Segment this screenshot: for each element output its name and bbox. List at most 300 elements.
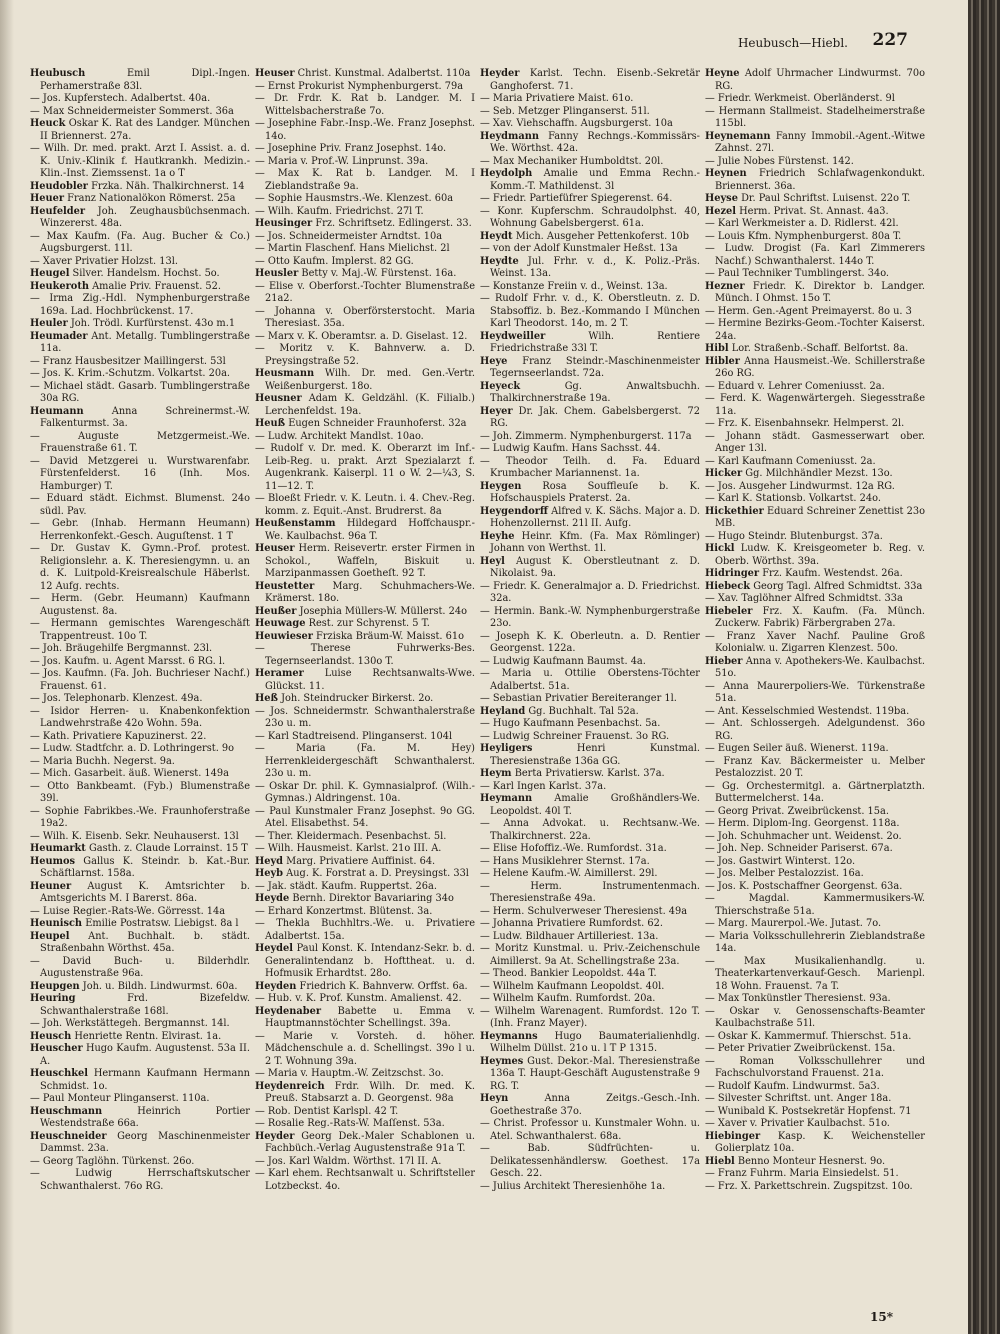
directory-entry bbox=[255, 343, 475, 368]
directory-entry bbox=[705, 68, 925, 93]
entry-text: — Josephine Fabr.-Insp.-We. Franz Josephst. 14o. bbox=[255, 118, 475, 142]
entry-surname: Heyland bbox=[480, 705, 526, 717]
entry-text: — Ant. Schlossergeh. Adelgundenst. 36o RG. bbox=[705, 718, 925, 742]
entry-text: Marg. Privatiere Auffinist. 64. bbox=[286, 855, 436, 867]
directory-entry bbox=[705, 743, 925, 756]
directory-entry bbox=[255, 81, 475, 94]
page-number: 227 bbox=[872, 30, 908, 50]
directory-entry bbox=[255, 118, 475, 143]
entry-text: — Sebastian Privatier Bereiteranger 1l. bbox=[480, 693, 677, 704]
entry-text: — Ludwig Schreiner Frauenst. 3o RG. bbox=[480, 730, 670, 742]
entry-text: Joh. Trödl. Kurfürstenst. 43o m.1 bbox=[70, 318, 236, 329]
directory-entry bbox=[705, 706, 925, 719]
entry-surname: Heramer bbox=[255, 668, 304, 679]
entry-surname: Heupel bbox=[30, 930, 70, 942]
entry-surname: Heyeck bbox=[480, 380, 521, 392]
directory-entry bbox=[30, 456, 250, 494]
entry-text: — Konstanze Freiin v. d., Weinst. 13a. bbox=[480, 280, 668, 292]
directory-entry bbox=[30, 956, 250, 981]
entry-text: Benno Monteur Hesnerst. 9o. bbox=[737, 1155, 886, 1167]
entry-surname: Heubusch bbox=[30, 68, 86, 79]
entry-text: — Wilh. K. Eisenb. Sekr. Neuhauserst. 13l bbox=[30, 830, 239, 842]
directory-entry bbox=[255, 893, 475, 906]
entry-text: Christ. Kunstmal. Adalbertst. 110a bbox=[297, 68, 471, 79]
entry-text: — Rudolf v. Dr. med. K. Oberarzt im Inf.-Leib-Reg. u. prakt. Arzt Spezialarzt f. Augenkrank. Kaiserpl. 11 o W. 2—¼3, S. 11—12. T. bbox=[255, 443, 475, 492]
directory-entry bbox=[480, 581, 700, 606]
directory-entry bbox=[705, 381, 925, 394]
directory-entry bbox=[255, 168, 475, 193]
directory-entry bbox=[30, 431, 250, 456]
entry-text: Silver. Handelsm. Hochst. 5o. bbox=[72, 268, 220, 279]
directory-entry bbox=[705, 481, 925, 494]
entry-text: Anna Schreinermst.-W. Falkenturmst. 3a. bbox=[40, 405, 250, 429]
entry-text: — Karl Stadtreisend. Plinganserst. 104l bbox=[255, 730, 453, 742]
directory-entry bbox=[480, 1093, 700, 1118]
entry-surname: Heuß bbox=[255, 418, 286, 429]
entry-text: — Wilhelm Warenagent. Rumfordst. 12o T. (Inh. Franz Mayer). bbox=[480, 1005, 700, 1029]
signature-mark: 15* bbox=[870, 1310, 893, 1324]
directory-entry bbox=[480, 606, 700, 631]
entry-text: — Louis Kfm. Nymphenburgerst. 80a T. bbox=[705, 230, 902, 242]
directory-entry bbox=[705, 106, 925, 131]
directory-entry bbox=[705, 343, 925, 356]
directory-entry bbox=[705, 1093, 925, 1106]
entry-surname: Heyder bbox=[255, 1130, 295, 1142]
directory-entry bbox=[705, 1118, 925, 1131]
directory-entry bbox=[30, 543, 250, 593]
entry-surname: Heuring bbox=[30, 993, 76, 1004]
directory-entry bbox=[30, 768, 250, 781]
directory-entry bbox=[705, 168, 925, 193]
directory-entry bbox=[30, 706, 250, 731]
entry-surname: Heuck bbox=[30, 118, 66, 129]
entry-text: Jul. Frhr. v. d., K. Poliz.-Präs. Weinst. 13a. bbox=[490, 255, 700, 279]
directory-entry bbox=[255, 518, 475, 543]
directory-entry bbox=[255, 668, 475, 693]
entry-text: Ant. Metallg. Tumblingerstraße 11a. bbox=[40, 330, 250, 354]
entry-text: — Roman Volksschullehrer und Fachschulvorstand Frauenst. 21a. bbox=[705, 1055, 925, 1079]
directory-entry bbox=[705, 306, 925, 319]
directory-entry bbox=[30, 68, 250, 93]
directory-entry bbox=[255, 306, 475, 331]
directory-entry bbox=[705, 468, 925, 481]
entry-text: — Ludw. Architekt Mandlst. 10ao. bbox=[255, 430, 424, 442]
directory-entry bbox=[705, 1081, 925, 1094]
entry-text: — Marie v. Vorsteh. d. höher. Mädchenschule a. d. Schellingst. 39o l u. 2 T. Wohnung 39a. bbox=[255, 1030, 475, 1067]
directory-entry bbox=[705, 1106, 925, 1119]
directory-entry bbox=[30, 906, 250, 919]
entry-surname: Heyd bbox=[255, 855, 284, 867]
entry-text: — Paul Monteur Plinganserst. 110a. bbox=[30, 1093, 210, 1104]
entry-surname: Heuwieser bbox=[255, 630, 313, 642]
entry-text: — Max Mechaniker Humboldtst. 20l. bbox=[480, 155, 664, 167]
directory-entry bbox=[480, 868, 700, 881]
directory-entry bbox=[255, 68, 475, 81]
entry-text: Ant. Buchhalt. b. städt. Straßenbahn Wörthst. 45a. bbox=[40, 930, 250, 954]
entry-text: — Jos. Melber Pestalozzist. 16a. bbox=[705, 868, 864, 879]
entry-surname: Heusner bbox=[255, 393, 302, 404]
entry-text: Georg Tagl. Alfred Schmidtst. 33a bbox=[753, 580, 923, 592]
entry-surname: Heyligers bbox=[480, 743, 533, 754]
entry-text: — Paul Techniker Tumblingerst. 34o. bbox=[705, 268, 890, 279]
directory-entry bbox=[30, 293, 250, 318]
entry-text: — Frz. X. Parkettschrein. Zugspitzst. 10o. bbox=[705, 1180, 913, 1192]
directory-entry bbox=[255, 781, 475, 806]
directory-entry bbox=[30, 331, 250, 356]
entry-text: — Xav. Viehschaffn. Augsburgerst. 10a bbox=[480, 118, 673, 129]
directory-entry bbox=[255, 443, 475, 493]
directory-entry bbox=[255, 731, 475, 744]
entry-text: Hermann Kaufmann Hermann Schmidst. 1o. bbox=[40, 1068, 250, 1092]
entry-text: — Marg. Maurerpol.-We. Jutast. 7o. bbox=[705, 918, 882, 929]
entry-text: Heinrich Portier Westendstraße 66a. bbox=[40, 1105, 250, 1129]
directory-entry bbox=[705, 993, 925, 1006]
directory-entry bbox=[255, 331, 475, 344]
entry-text: Lor. Straßenb.-Schaff. Belfortst. 8a. bbox=[731, 343, 909, 354]
directory-entry bbox=[480, 1118, 700, 1143]
entry-text: — Wilh. Hausmeist. Karlst. 21o III. A. bbox=[255, 843, 442, 854]
entry-text: Eduard Schreiner Zenettist 23o MB. bbox=[715, 505, 925, 529]
directory-entry bbox=[30, 1156, 250, 1169]
column-3 bbox=[480, 68, 700, 1308]
entry-text: — Xav. Taglöhner Alfred Schmidtst. 33a bbox=[705, 593, 903, 604]
entry-text: Friedrich Schlafwagenkondukt. Briennerst. 36a. bbox=[715, 168, 925, 192]
directory-entry bbox=[30, 493, 250, 518]
entry-text: Amalie und Emma Rechn.-Komm.-T. Mathildenst. 3l bbox=[490, 168, 700, 192]
directory-entry bbox=[30, 1018, 250, 1031]
entry-surname: Heyder bbox=[480, 68, 520, 79]
directory-entry bbox=[705, 243, 925, 268]
directory-entry bbox=[255, 643, 475, 668]
entry-text: — Wilh. Kaufm. Friedrichst. 27l T. bbox=[255, 205, 424, 217]
entry-text: — Ludwig Kaufmann Baumst. 4a. bbox=[480, 655, 646, 667]
directory-entry bbox=[480, 743, 700, 768]
entry-text: — Jos. K. Postschaffner Georgenst. 63a. bbox=[705, 880, 903, 892]
entry-surname: Hicker bbox=[705, 468, 743, 479]
entry-surname: Hidringer bbox=[705, 568, 760, 579]
directory-entry bbox=[30, 743, 250, 756]
entry-surname: Heukeroth bbox=[30, 280, 89, 292]
directory-entry bbox=[480, 731, 700, 744]
directory-entry bbox=[705, 1156, 925, 1169]
directory-entry bbox=[255, 806, 475, 831]
entry-text: Alfred v. K. Sächs. Major a. D. Hohenzollernst. 21l II. Aufg. bbox=[490, 505, 700, 529]
directory-entry bbox=[480, 556, 700, 581]
entry-text: — Seb. Metzger Plinganserst. 51l. bbox=[480, 105, 650, 117]
directory-entry bbox=[480, 206, 700, 231]
entry-text: — Herm. Diplom-Ing. Georgenst. 118a. bbox=[705, 818, 900, 829]
entry-text: August K. Oberstleutnant z. D. Nikolaist. 9a. bbox=[490, 555, 700, 579]
entry-text: — Peter Privatier Zweibrückenst. 15a. bbox=[705, 1043, 896, 1054]
directory-entry bbox=[480, 431, 700, 444]
entry-text: — Maria Buchh. Negerst. 9a. bbox=[30, 755, 175, 767]
entry-text: — Max Tonkünstler Theresienst. 93a. bbox=[705, 993, 891, 1004]
directory-entry bbox=[480, 231, 700, 244]
entry-text: — Bloeßt Friedr. v. K. Leutn. i. 4. Chev.-Reg. komm. z. Equit.-Anst. Brudrerst. 8a bbox=[255, 493, 475, 517]
directory-entry bbox=[480, 1006, 700, 1031]
entry-text: — Joseph K. K. Oberleutn. a. D. Rentier Georgenst. 122a. bbox=[480, 630, 700, 654]
directory-entry bbox=[255, 993, 475, 1006]
directory-entry bbox=[705, 931, 925, 956]
entry-text: — Wilhelm Kaufmann Leopoldst. 40l. bbox=[480, 980, 665, 992]
entry-text: — Maria Volksschullehrerin Zieblandstraße 14a. bbox=[705, 930, 925, 954]
entry-text: Georg Dek.-Maler Schablonen u. Fachbüch.-Verlag Augustenstraße 91a T. bbox=[265, 1130, 475, 1154]
entry-surname: Heyden bbox=[255, 980, 297, 992]
entry-text: — Kath. Privatiere Kapuzinerst. 22. bbox=[30, 730, 207, 742]
directory-entry bbox=[705, 218, 925, 231]
entry-surname: Heydenaber bbox=[255, 1005, 321, 1017]
directory-entry bbox=[480, 656, 700, 669]
directory-entry bbox=[30, 731, 250, 744]
directory-entry bbox=[30, 831, 250, 844]
directory-entry bbox=[255, 368, 475, 393]
entry-text: — Ludwig Herrschaftskutscher Schwanthalerst. 76o RG. bbox=[30, 1168, 250, 1192]
entry-text: — David Metzgerei u. Wurstwarenfabr. Fürstenfelderst. 16 (Inh. Mos. Hamburger) T. bbox=[30, 455, 250, 492]
directory-entry bbox=[480, 281, 700, 294]
entry-text: — Erhard Konzertmst. Blütenst. 3a. bbox=[255, 905, 433, 917]
directory-entry bbox=[480, 1143, 700, 1181]
directory-entry bbox=[30, 268, 250, 281]
entry-text: — Ernst Prokurist Nymphenburgerst. 79a bbox=[255, 80, 464, 92]
entry-text: — Ludw. Stadtfchr. a. D. Lothringerst. 9o bbox=[30, 743, 235, 754]
directory-entry bbox=[480, 406, 700, 431]
directory-entry bbox=[705, 318, 925, 343]
entry-surname: Hickethier bbox=[705, 505, 764, 517]
entry-text: — Konr. Kupferschm. Schraudolphst. 40, Wohnung Gabelsbergerst. 61a. bbox=[480, 205, 700, 229]
entry-text: — Karl K. Stationsb. Volkartst. 24o. bbox=[705, 493, 881, 504]
entry-surname: Hickl bbox=[705, 543, 735, 554]
entry-text: Amalie Großhändlers-We. Leopoldst. 40l T. bbox=[490, 793, 700, 817]
entry-text: — Joh. Zimmerm. Nymphenburgerst. 117a bbox=[480, 430, 692, 442]
entry-text: Georg Maschinenmeister Dammst. 23a. bbox=[40, 1130, 250, 1154]
entry-surname: Heyb bbox=[255, 868, 284, 879]
entry-surname: Heumarkt bbox=[30, 843, 86, 854]
directory-entry bbox=[255, 881, 475, 894]
directory-entry bbox=[480, 781, 700, 794]
directory-entry bbox=[255, 606, 475, 619]
entry-text: — Friedr. K. Generalmajor a. D. Friedrichst. 32a. bbox=[480, 580, 700, 604]
entry-text: — Herm. (Gebr. Heumann) Kaufmann Augustenst. 8a. bbox=[30, 593, 250, 617]
entry-text: — Ludw. Drogist (Fa. Karl Zimmerers Nachf.) Schwanthalerst. 144o T. bbox=[705, 243, 925, 267]
entry-text: August K. Amtsrichter b. Amtsgerichts M. I Barerst. 86a. bbox=[40, 880, 250, 904]
entry-surname: Heydweiller bbox=[480, 330, 546, 342]
directory-entry bbox=[705, 1168, 925, 1181]
entry-text: Frziska Bräum-W. Maisst. 61o bbox=[316, 630, 465, 642]
entry-text: — Max Musikalienhandlg. u. Theaterkartenverkauf-Gesch. Marienpl. 18 Wohn. Frauenst. 7a T. bbox=[705, 955, 925, 992]
directory-entry bbox=[480, 68, 700, 93]
entry-text: — Ther. Kleidermach. Pesenbachst. 5l. bbox=[255, 830, 447, 842]
directory-entry bbox=[705, 681, 925, 706]
entry-text: — Georg Privat. Zweibrückenst. 15a. bbox=[705, 805, 889, 817]
directory-entry bbox=[30, 181, 250, 194]
directory-entry bbox=[255, 918, 475, 943]
entry-surname: Heumann bbox=[30, 405, 84, 417]
directory-entry bbox=[480, 1056, 700, 1094]
directory-entry bbox=[705, 456, 925, 469]
directory-entry bbox=[480, 718, 700, 731]
directory-entry bbox=[255, 231, 475, 244]
entry-text: Gust. Dekor.-Mal. Theresienstraße 136a T. Haupt-Geschäft Augustenstraße 9 RG. T. bbox=[490, 1055, 700, 1092]
entry-text: — Johanna Privatiere Rumfordst. 62. bbox=[480, 918, 663, 929]
entry-text: Frz. X. Kaufm. (Fa. Münch. Zuckerw. Fabrik) Färbergraben 27a. bbox=[715, 605, 925, 629]
entry-text: Gg. Buchhalt. Tal 52a. bbox=[528, 705, 639, 717]
entry-text: — Ludwig Kaufm. Hans Sachsst. 44. bbox=[480, 443, 661, 454]
entry-text: — Auguste Metzgermeist.-We. Frauenstraße 61. T. bbox=[30, 430, 250, 454]
entry-text: — Rob. Dentist Karlspl. 42 T. bbox=[255, 1105, 399, 1117]
entry-surname: Heynemann bbox=[705, 130, 771, 142]
directory-entry bbox=[30, 368, 250, 381]
entry-surname: Heyn bbox=[480, 1093, 509, 1104]
entry-surname: Heß bbox=[255, 693, 278, 704]
directory-entry bbox=[480, 968, 700, 981]
directory-entry bbox=[30, 381, 250, 406]
entry-text: Gg. Anwaltsbuchh. Thalkirchnerstraße 19a. bbox=[490, 380, 700, 404]
directory-entry bbox=[255, 943, 475, 981]
entry-text: — Xaver Privatier Holzst. 13l. bbox=[30, 255, 178, 267]
directory-entry bbox=[480, 693, 700, 706]
directory-entry bbox=[255, 156, 475, 169]
entry-text: — Hugo Kaufmann Pesenbachst. 5a. bbox=[480, 718, 661, 729]
directory-entry bbox=[705, 781, 925, 806]
directory-entry bbox=[255, 856, 475, 869]
running-head: Heubusch—Hiebl. bbox=[737, 36, 848, 50]
entry-text: Babette u. Emma v. Hauptmannstöchter Schellingst. 39a. bbox=[265, 1005, 475, 1029]
directory-entry bbox=[705, 843, 925, 856]
entry-text: — Therese Fuhrwerks-Bes. Tegernseerlandst. 130o T. bbox=[255, 643, 475, 667]
entry-text: — Karl Kaufmann Comeniusst. 2a. bbox=[705, 455, 876, 467]
entry-surname: Heußer bbox=[255, 605, 297, 617]
entry-text: Mich. Ausgeher Pettenkoferst. 10b bbox=[515, 230, 690, 242]
entry-text: Berta Privatiersw. Karlst. 37a. bbox=[514, 768, 665, 779]
entry-text: — Joh. Werkstättegeh. Bergmannst. 14l. bbox=[30, 1018, 230, 1029]
entry-surname: Heydolph bbox=[480, 168, 533, 179]
entry-text: Eugen Schneider Fraunhoferst. 32a bbox=[288, 418, 467, 429]
entry-text: — Mich. Gasarbeit. äuß. Wienerst. 149a bbox=[30, 768, 229, 779]
entry-text: — Franz Fuhrm. Maria Einsiedelst. 51. bbox=[705, 1168, 899, 1179]
directory-entry bbox=[255, 93, 475, 118]
entry-text: Rest. zur Schyrenst. 5 T. bbox=[308, 618, 430, 629]
directory-entry bbox=[255, 393, 475, 418]
directory-entry bbox=[255, 631, 475, 644]
entry-text: — Jos. Gastwirt Winterst. 12o. bbox=[705, 855, 856, 867]
entry-text: — Hermann Stallmeist. Stadelheimerstraße 115bl. bbox=[705, 105, 925, 129]
entry-surname: Hiebl bbox=[705, 1155, 735, 1167]
entry-surname: Heugel bbox=[30, 268, 70, 279]
entry-text: — Anna Advokat. u. Rechtsanw.-We. Thalkirchnerst. 22a. bbox=[480, 818, 700, 842]
entry-text: Friedrich K. Bahnverw. Orffst. 6a. bbox=[299, 980, 468, 992]
directory-entry bbox=[30, 193, 250, 206]
directory-entry bbox=[480, 168, 700, 193]
entry-text: — Martin Flaschenf. Hans Mielichst. 2l bbox=[255, 243, 450, 254]
entry-surname: Heym bbox=[480, 768, 512, 779]
entry-text: — Marx v. K. Oberamtsr. a. D. Giselast. 12. bbox=[255, 330, 468, 342]
entry-text: Hildegard Hoffchauspr.-We. Kaulbachst. 96a T. bbox=[265, 518, 475, 542]
page-header bbox=[30, 30, 908, 52]
entry-text: — Hermin. Bank.-W. Nymphenburgerstraße 23o. bbox=[480, 605, 700, 629]
directory-entry bbox=[480, 381, 700, 406]
entry-text: — Anna Maurerpoliers-We. Türkenstraße 51a. bbox=[705, 680, 925, 704]
entry-surname: Hibl bbox=[705, 343, 729, 354]
entry-text: — Dr. Frdr. K. Rat b. Landger. M. I Wittelsbacherstraße 7o. bbox=[255, 93, 475, 117]
directory-entry bbox=[480, 818, 700, 843]
entry-text: — Jos. Kaufm. u. Agent Marsst. 6 RG. l. bbox=[30, 655, 226, 667]
entry-text: Betty v. Maj.-W. Fürstenst. 16a. bbox=[301, 268, 457, 279]
directory-entry bbox=[480, 481, 700, 506]
entry-text: Aug. K. Forstrat a. D. Preysingst. 33l bbox=[286, 868, 469, 879]
entry-text: — Franz Hausbesitzer Maillingerst. 53l bbox=[30, 355, 226, 367]
directory-entry bbox=[705, 881, 925, 894]
entry-text: Frdr. Wilh. Dr. med. K. Preuß. Stabsarzt a. D. Georgenst. 98a bbox=[265, 1080, 475, 1104]
directory-entry bbox=[255, 243, 475, 256]
entry-text: — Jos. Kaufmn. (Fa. Joh. Buchrieser Nachf.) Frauenst. 61. bbox=[30, 668, 250, 692]
entry-text: — Theod. Bankier Leopoldst. 44a T. bbox=[480, 968, 657, 979]
entry-surname: Heusmann bbox=[255, 368, 315, 379]
directory-entry bbox=[255, 743, 475, 781]
entry-surname: Heunisch bbox=[30, 918, 83, 929]
directory-entry bbox=[255, 1118, 475, 1131]
entry-surname: Heustetter bbox=[255, 580, 315, 592]
directory-entry bbox=[255, 193, 475, 206]
directory-entry bbox=[705, 593, 925, 606]
directory-entry bbox=[705, 568, 925, 581]
entry-surname: Heufelder bbox=[30, 205, 86, 217]
entry-text: — Paul Kunstmaler Franz Josephst. 9o GG. Atel. Elisabethst. 54. bbox=[255, 805, 475, 829]
directory-entry bbox=[255, 1156, 475, 1169]
entry-surname: Heygen bbox=[480, 480, 522, 492]
entry-text: Adolf Uhrmacher Lindwurmst. 70o RG. bbox=[715, 68, 925, 92]
entry-text: — Elise v. Oberforst.-Tochter Blumenstraße 21a2. bbox=[255, 280, 475, 304]
entry-text: Adam K. Geldzähl. (K. Filialb.) Lerchenfeldst. 19a. bbox=[265, 393, 475, 417]
directory-entry bbox=[480, 293, 700, 331]
entry-text: — Johann städt. Gasmesserwart ober. Anger 13l. bbox=[705, 430, 925, 454]
directory-entry bbox=[255, 1031, 475, 1069]
column-4 bbox=[705, 68, 925, 1308]
directory-entry bbox=[705, 818, 925, 831]
directory-entry bbox=[30, 668, 250, 693]
directory-entry bbox=[705, 393, 925, 418]
directory-entry bbox=[255, 256, 475, 269]
directory-entry bbox=[255, 1131, 475, 1156]
entry-text: Emil Dipl.-Ingen. Perhamerstraße 83l. bbox=[40, 68, 250, 92]
entry-surname: Heuser bbox=[255, 68, 295, 79]
directory-entry bbox=[30, 231, 250, 256]
directory-entry bbox=[480, 131, 700, 156]
directory-entry bbox=[30, 406, 250, 431]
directory-entry bbox=[255, 268, 475, 281]
entry-surname: Heyl bbox=[480, 555, 505, 567]
directory-entry bbox=[480, 931, 700, 944]
entry-text: — Xaver v. Privatier Kaulbachst. 51o. bbox=[705, 1118, 890, 1129]
directory-entry bbox=[705, 493, 925, 506]
entry-text: Bernh. Direktor Bavariaring 34o bbox=[292, 893, 454, 904]
directory-entry bbox=[480, 156, 700, 169]
directory-entry bbox=[705, 431, 925, 456]
entry-text: Frz. Kaufm. Westendst. 26a. bbox=[762, 568, 903, 579]
entry-surname: Heuscher bbox=[30, 1043, 83, 1054]
entry-surname: Heuser bbox=[255, 543, 295, 554]
directory-entry bbox=[705, 756, 925, 781]
entry-text: Heinr. Kfm. (Fa. Max Römlinger) Johann von Werthst. 1l. bbox=[490, 530, 700, 554]
directory-entry bbox=[30, 1043, 250, 1068]
column-1 bbox=[30, 68, 250, 1308]
entry-text: — Herm. Instrumentenmach. Theresienstraße 49a. bbox=[480, 880, 700, 904]
directory-entry bbox=[705, 856, 925, 869]
directory-entry bbox=[705, 268, 925, 281]
directory-entry bbox=[480, 1031, 700, 1056]
directory-entry bbox=[30, 656, 250, 669]
entry-surname: Heyse bbox=[705, 193, 738, 204]
entry-text: — Wilhelm Kaufm. Rumfordst. 20a. bbox=[480, 993, 656, 1004]
